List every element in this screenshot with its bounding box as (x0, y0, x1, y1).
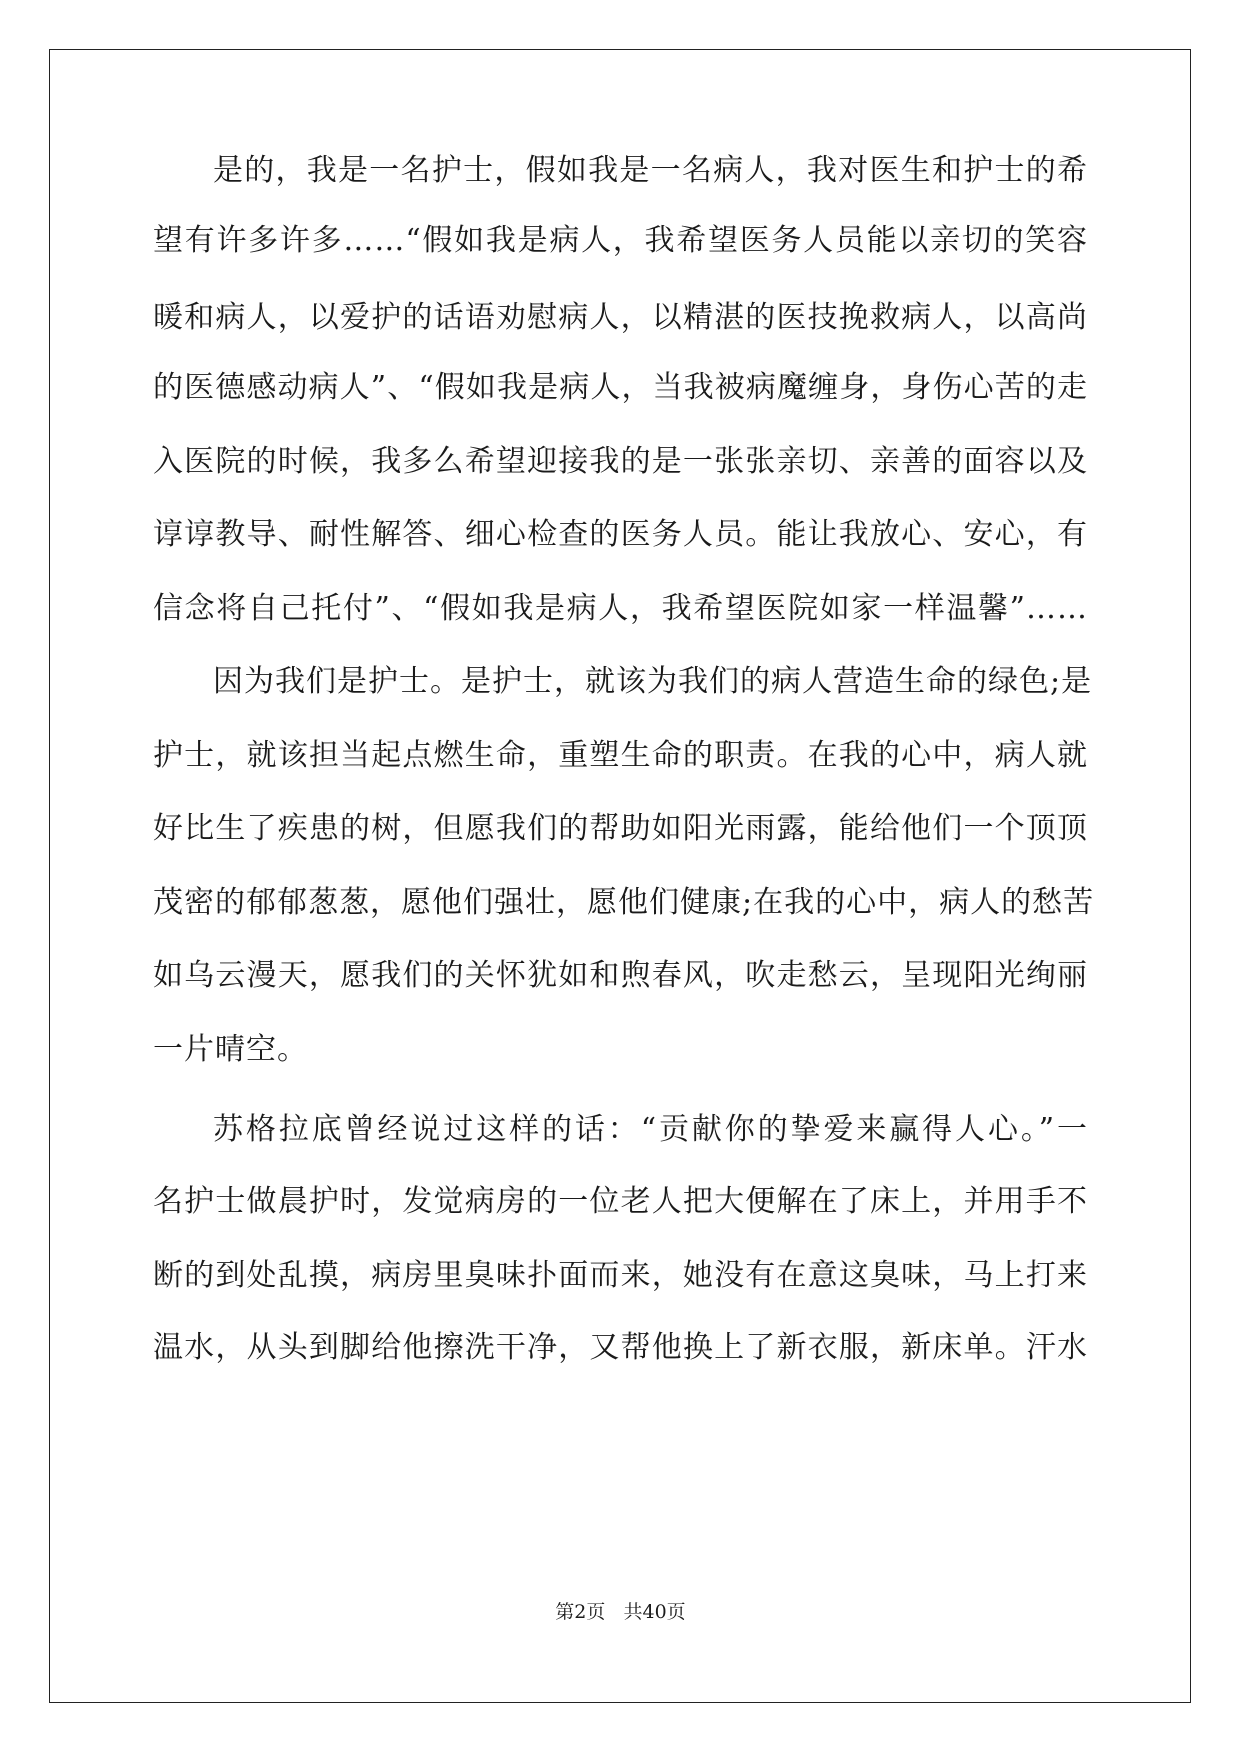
paragraph-2-line-5: 如乌云漫天，愿我们的关怀犹如和煦春风，吹走愁云，呈现阳光绚丽 (153, 958, 1088, 993)
paragraph-2-line-3: 好比生了疾患的树，但愿我们的帮助如阳光雨露，能给他们一个顶顶 (153, 811, 1088, 846)
paragraph-1-line-4: 的医德感动病人”、“假如我是病人，当我被病魔缠身，身伤心苦的走 (153, 370, 1088, 405)
paragraph-3-line-4: 温水，从头到脚给他擦洗干净，又帮他换上了新衣服，新床单。汗水 (153, 1330, 1088, 1365)
paragraph-3-line-2: 名护士做晨护时，发觉病房的一位老人把大便解在了床上，并用手不 (153, 1184, 1088, 1219)
paragraph-1-line-6: 谆谆教导、耐性解答、细心检查的医务人员。能让我放心、安心，有 (153, 517, 1088, 552)
paragraph-2-line-2: 护士，就该担当起点燃生命，重塑生命的职责。在我的心中，病人就 (153, 738, 1088, 773)
paragraph-1-line-2: 望有许多许多……“假如我是病人，我希望医务人员能以亲切的笑容 (153, 223, 1088, 258)
page-footer: 第2页 共40页 (555, 1601, 686, 1623)
paragraph-1-line-7: 信念将自己托付”、“假如我是病人，我希望医院如家一样温馨”…… (153, 591, 1088, 626)
paragraph-2-line-4: 茂密的郁郁葱葱，愿他们强壮，愿他们健康;在我的心中，病人的愁苦 (153, 885, 1095, 920)
paragraph-1-line-3: 暖和病人，以爱护的话语劝慰病人，以精湛的医技挽救病人，以高尚 (153, 300, 1088, 335)
paragraph-1-line-5: 入医院的时候，我多么希望迎接我的是一张张亲切、亲善的面容以及 (153, 444, 1088, 479)
paragraph-3-line-1: 苏格拉底曾经说过这样的话：“贡献你的挚爱来赢得人心。”一 (213, 1112, 1088, 1147)
paragraph-2-line-1: 因为我们是护士。是护士，就该为我们的病人营造生命的绿色;是 (213, 664, 1093, 699)
paragraph-1-line-1: 是的，我是一名护士，假如我是一名病人，我对医生和护士的希 (213, 153, 1088, 188)
paragraph-3-line-3: 断的到处乱摸，病房里臭味扑面而来，她没有在意这臭味，马上打来 (153, 1258, 1088, 1293)
paragraph-2-line-6: 一片晴空。 (153, 1032, 308, 1067)
